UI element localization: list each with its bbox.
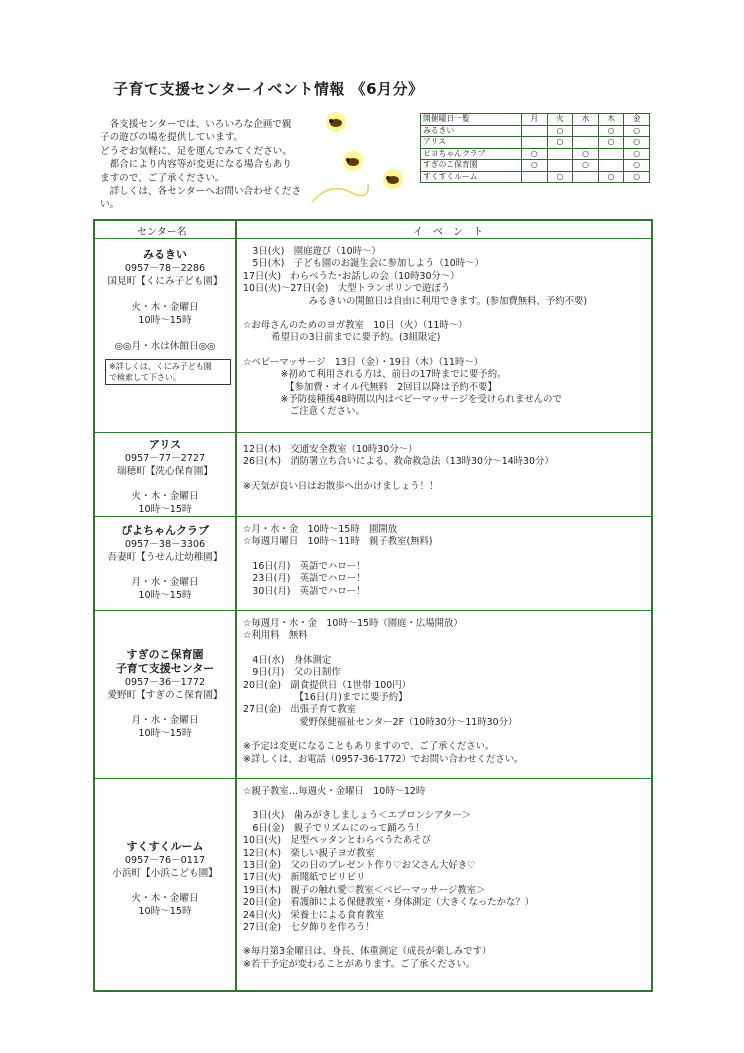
intro-line: どうぞお気軽に、足を運んでみてください。 xyxy=(100,145,292,157)
event-line: ※若干予定が変わることがあります。ご了承ください。 xyxy=(243,958,476,970)
event-line: みるきいの開館日は自由に利用できます。(参加費無料、予約不要) xyxy=(243,295,588,307)
schedule-header-cell: 火 xyxy=(547,114,573,126)
center-row-milky xyxy=(95,240,651,433)
event-list xyxy=(243,618,647,766)
center-info xyxy=(95,524,235,602)
bee-icon xyxy=(322,112,348,134)
schedule-header-row xyxy=(421,114,650,126)
center-days: 火・木・金曜日 xyxy=(131,302,199,313)
event-line xyxy=(243,345,647,357)
event-line: 26日(木) 消防署立ち合いによる、救命救急法（13時30分～14時30分） xyxy=(243,456,554,468)
event-line: 24日(火) 栄養士による食育教室 xyxy=(243,909,385,921)
schedule-row xyxy=(421,125,650,137)
center-row-piyo xyxy=(95,518,651,611)
schedule-cell xyxy=(522,137,548,149)
schedule-row xyxy=(421,160,650,172)
event-line: ※予防接種後48時間以内はベビーマッサージを受けられませんので xyxy=(243,394,562,406)
bee-icon xyxy=(340,150,366,172)
event-line: 12日(木) 交通安全教室（10時30分～） xyxy=(243,444,418,455)
event-line: ※毎月第3金曜日は、身長、体重測定（成長が楽しみです） xyxy=(243,946,492,958)
center-address: 愛野町【すぎのこ保育園】 xyxy=(107,690,223,701)
center-info xyxy=(95,840,235,918)
event-list xyxy=(243,246,647,419)
schedule-cell xyxy=(522,171,548,183)
schedule-cell xyxy=(547,148,573,160)
event-line: ※天気が良い日はお散歩へ出かけましょう！！ xyxy=(243,480,439,492)
center-address: 瑞穂町【洗心保育園】 xyxy=(117,466,213,477)
schedule-cell: ○ xyxy=(598,125,624,137)
schedule-cell: ○ xyxy=(624,171,650,183)
page-title: 子育て支援センターイベント情報 《6月分》 xyxy=(113,80,424,98)
schedule-header-cell: 月 xyxy=(522,114,548,126)
event-line: 6日(金) 親子でリズムにのって踊ろう！ xyxy=(243,822,425,834)
schedule-cell: ピヨちゃんクラブ xyxy=(421,148,522,160)
schedule-header-cell: 金 xyxy=(624,114,650,126)
schedule-cell: ○ xyxy=(547,125,573,137)
center-phone: 0957－78－2286 xyxy=(124,263,206,274)
center-note xyxy=(105,359,231,385)
event-line: 10日(火)～27日(金) 大型トランポリンで遊ぼう xyxy=(243,283,451,295)
event-list xyxy=(243,444,647,493)
schedule-row xyxy=(421,137,650,149)
event-line: 17日(火) 新聞紙でビリビリ xyxy=(243,872,366,884)
event-line: 希望日の3日前までに要予約。(3組限定) xyxy=(243,332,441,344)
event-line xyxy=(243,729,647,741)
event-line: 【16日(月)までに要予約】 xyxy=(243,692,408,704)
event-line xyxy=(243,549,647,561)
event-line: 12日(木) 楽しい親子ヨガ教室 xyxy=(243,847,375,859)
note-line: ※詳しくは、くにみ子ども園 xyxy=(109,362,212,371)
schedule-cell: ○ xyxy=(624,160,650,172)
schedule-cell xyxy=(598,160,624,172)
intro-line: 子の遊びの場を提供しています。 xyxy=(100,132,244,144)
center-hours: 10時～15時 xyxy=(138,728,192,739)
center-info xyxy=(95,438,235,516)
table-header xyxy=(95,221,651,239)
swirl-decoration xyxy=(310,178,370,206)
schedule-cell: ○ xyxy=(547,171,573,183)
schedule-cell xyxy=(573,125,599,137)
center-row-sukusuku xyxy=(95,780,651,990)
schedule-cell: ○ xyxy=(573,148,599,160)
event-line: 20日(金) 看護師による保健教室・身体測定（大きくなったかな？） xyxy=(243,897,535,909)
column-header-event: イ ベ ン ト xyxy=(413,227,483,238)
schedule-row xyxy=(421,148,650,160)
schedule-cell xyxy=(573,137,599,149)
schedule-cell xyxy=(598,148,624,160)
event-line: 27日(金) 出張子育て教室 xyxy=(243,704,356,716)
event-line: ご注意ください。 xyxy=(243,406,365,418)
event-line xyxy=(243,934,647,946)
intro-line: 各支援センターでは、いろいろな企画で親 xyxy=(100,119,292,130)
event-line: 16日(月) 英語でハロー！ xyxy=(243,560,366,572)
center-hours: 10時～15時 xyxy=(138,906,192,917)
center-days: 火・木・金曜日 xyxy=(131,893,199,904)
center-address: 吾妻町【うせん辻幼稚園】 xyxy=(107,552,223,563)
event-line: 20日(金) 副食提供日（1世帯 100円） xyxy=(243,679,411,691)
schedule-cell: ○ xyxy=(573,160,599,172)
center-info xyxy=(95,648,235,740)
center-hours: 10時～15時 xyxy=(138,590,192,601)
schedule-header-cell: 木 xyxy=(598,114,624,126)
schedule-row xyxy=(421,171,650,183)
schedule-cell xyxy=(522,125,548,137)
event-line: 3日(火) 園庭遊び（10時～） xyxy=(243,246,381,257)
center-closed: ◎◎月・水は休館日◎◎ xyxy=(114,341,216,352)
event-list xyxy=(243,524,647,598)
event-line: ☆お母さんのためのヨガ教室 10日（火）（11時～） xyxy=(243,320,468,332)
event-line: 13日(金) 父の日のプレゼント作り♡お父さん大好き♡ xyxy=(243,860,476,872)
center-phone: 0957－76－0117 xyxy=(124,855,206,866)
center-days: 月・水・金曜日 xyxy=(131,715,199,726)
center-address: 国見町【くにみ子ども園】 xyxy=(107,276,223,287)
center-phone: 0957－77－2727 xyxy=(124,453,206,464)
schedule-cell: すくすくルーム xyxy=(421,171,522,183)
event-line: ☆親子教室…毎週火・金曜日 10時～12時 xyxy=(243,786,426,797)
center-name: ぴよちゃんクラブ xyxy=(121,524,209,537)
note-line: で検索して下さい。 xyxy=(109,373,181,382)
event-line: ※詳しくは、お電話（0957-36-1772）でお問い合わせください。 xyxy=(243,753,524,765)
schedule-cell xyxy=(547,160,573,172)
center-hours: 10時～15時 xyxy=(138,504,192,515)
event-line: 4日(水) 身体測定 xyxy=(243,654,332,666)
center-info xyxy=(95,248,235,385)
schedule-cell: ○ xyxy=(522,160,548,172)
event-line: ☆利用料 無料 xyxy=(243,630,308,642)
schedule-cell: ○ xyxy=(547,137,573,149)
intro-line: い。 xyxy=(100,199,120,211)
schedule-table xyxy=(420,113,650,183)
schedule-cell: ○ xyxy=(522,148,548,160)
event-line xyxy=(243,469,647,481)
center-name: すくすくルーム xyxy=(126,840,204,853)
schedule-header-cell: 開催曜日一覧 xyxy=(421,114,522,126)
center-phone: 0957－36－1772 xyxy=(124,677,206,688)
center-name-sub: 子育て支援センター xyxy=(115,662,215,675)
center-hours: 10時～15時 xyxy=(138,315,192,326)
event-line: 17日(火) わらべうた･お話しの会（10時30分～） xyxy=(243,270,460,282)
event-line: ☆月・水・金 10時～15時 園開放 xyxy=(243,524,398,535)
schedule-cell: ○ xyxy=(624,125,650,137)
event-line: 【参加費・オイル代無料 2回目以降は予約不要】 xyxy=(243,381,497,393)
event-line: 10日(火) 足型ペッタンとわらべうたあそび xyxy=(243,835,431,847)
event-line: 30日(月) 英語でハロー！ xyxy=(243,585,366,597)
schedule-cell: すぎのこ保育園 xyxy=(421,160,522,172)
schedule-header-cell: 水 xyxy=(573,114,599,126)
event-line: 27日(金) 七夕飾りを作ろう！ xyxy=(243,922,375,934)
event-line: ☆毎週月曜日 10時～11時 親子教室(無料) xyxy=(243,536,433,548)
schedule-cell xyxy=(573,171,599,183)
event-line xyxy=(243,798,647,810)
event-line xyxy=(243,643,647,655)
center-name: みるきい xyxy=(143,248,187,261)
event-line: ※初めて利用される方は、前日の17時までに要予約。 xyxy=(243,369,507,381)
event-line: 23日(月) 英語でハロー！ xyxy=(243,573,366,585)
intro-line: 都合により内容等が変更になる場合もあり xyxy=(100,159,292,171)
event-line: 愛野保健福祉センター2F（10時30分～11時30分） xyxy=(243,716,518,728)
event-line: 9日(月) 父の日制作 xyxy=(243,667,341,679)
event-line xyxy=(243,308,647,320)
schedule-cell: ○ xyxy=(598,137,624,149)
event-line: 3日(火) 歯みがきしましょう＜エプロンシアター＞ xyxy=(243,810,472,822)
schedule-cell: アリス xyxy=(421,137,522,149)
event-table xyxy=(93,219,653,992)
schedule-cell: ○ xyxy=(598,171,624,183)
center-phone: 0957－38－3306 xyxy=(124,539,206,550)
center-address: 小浜町【小浜こども園】 xyxy=(112,868,218,879)
bee-icon xyxy=(380,168,406,190)
center-name: アリス xyxy=(148,438,182,451)
event-list xyxy=(243,786,647,971)
center-row-alice xyxy=(95,434,651,517)
intro-line: 詳しくは、各センターへお問い合わせくださ xyxy=(100,186,302,198)
center-row-suginoko xyxy=(95,612,651,779)
event-line: 19日(木) 親子の触れ愛♡教室＜ベビーマッサージ教室＞ xyxy=(243,884,486,896)
column-header-center: センター名 xyxy=(137,227,187,238)
intro-line: ますので、ご了承ください。 xyxy=(100,172,225,184)
center-days: 月・水・金曜日 xyxy=(131,577,199,588)
event-line: ☆毎週月・水・金 10時～15時（園庭・広場開放） xyxy=(243,618,463,629)
event-line: 5日(木) 子ども園のお誕生会に参加しよう（10時～） xyxy=(243,258,484,270)
event-line: ☆ベビーマッサージ 13日（金）・19日（木）（11時～） xyxy=(243,356,484,368)
center-name: すぎのこ保育園 xyxy=(126,648,204,661)
schedule-cell: ○ xyxy=(624,148,650,160)
event-line: ※予定は変更になることもありますので、ご了承ください。 xyxy=(243,741,495,753)
schedule-cell: みるきい xyxy=(421,125,522,137)
schedule-cell: ○ xyxy=(624,137,650,149)
center-days: 火・木・金曜日 xyxy=(131,491,199,502)
